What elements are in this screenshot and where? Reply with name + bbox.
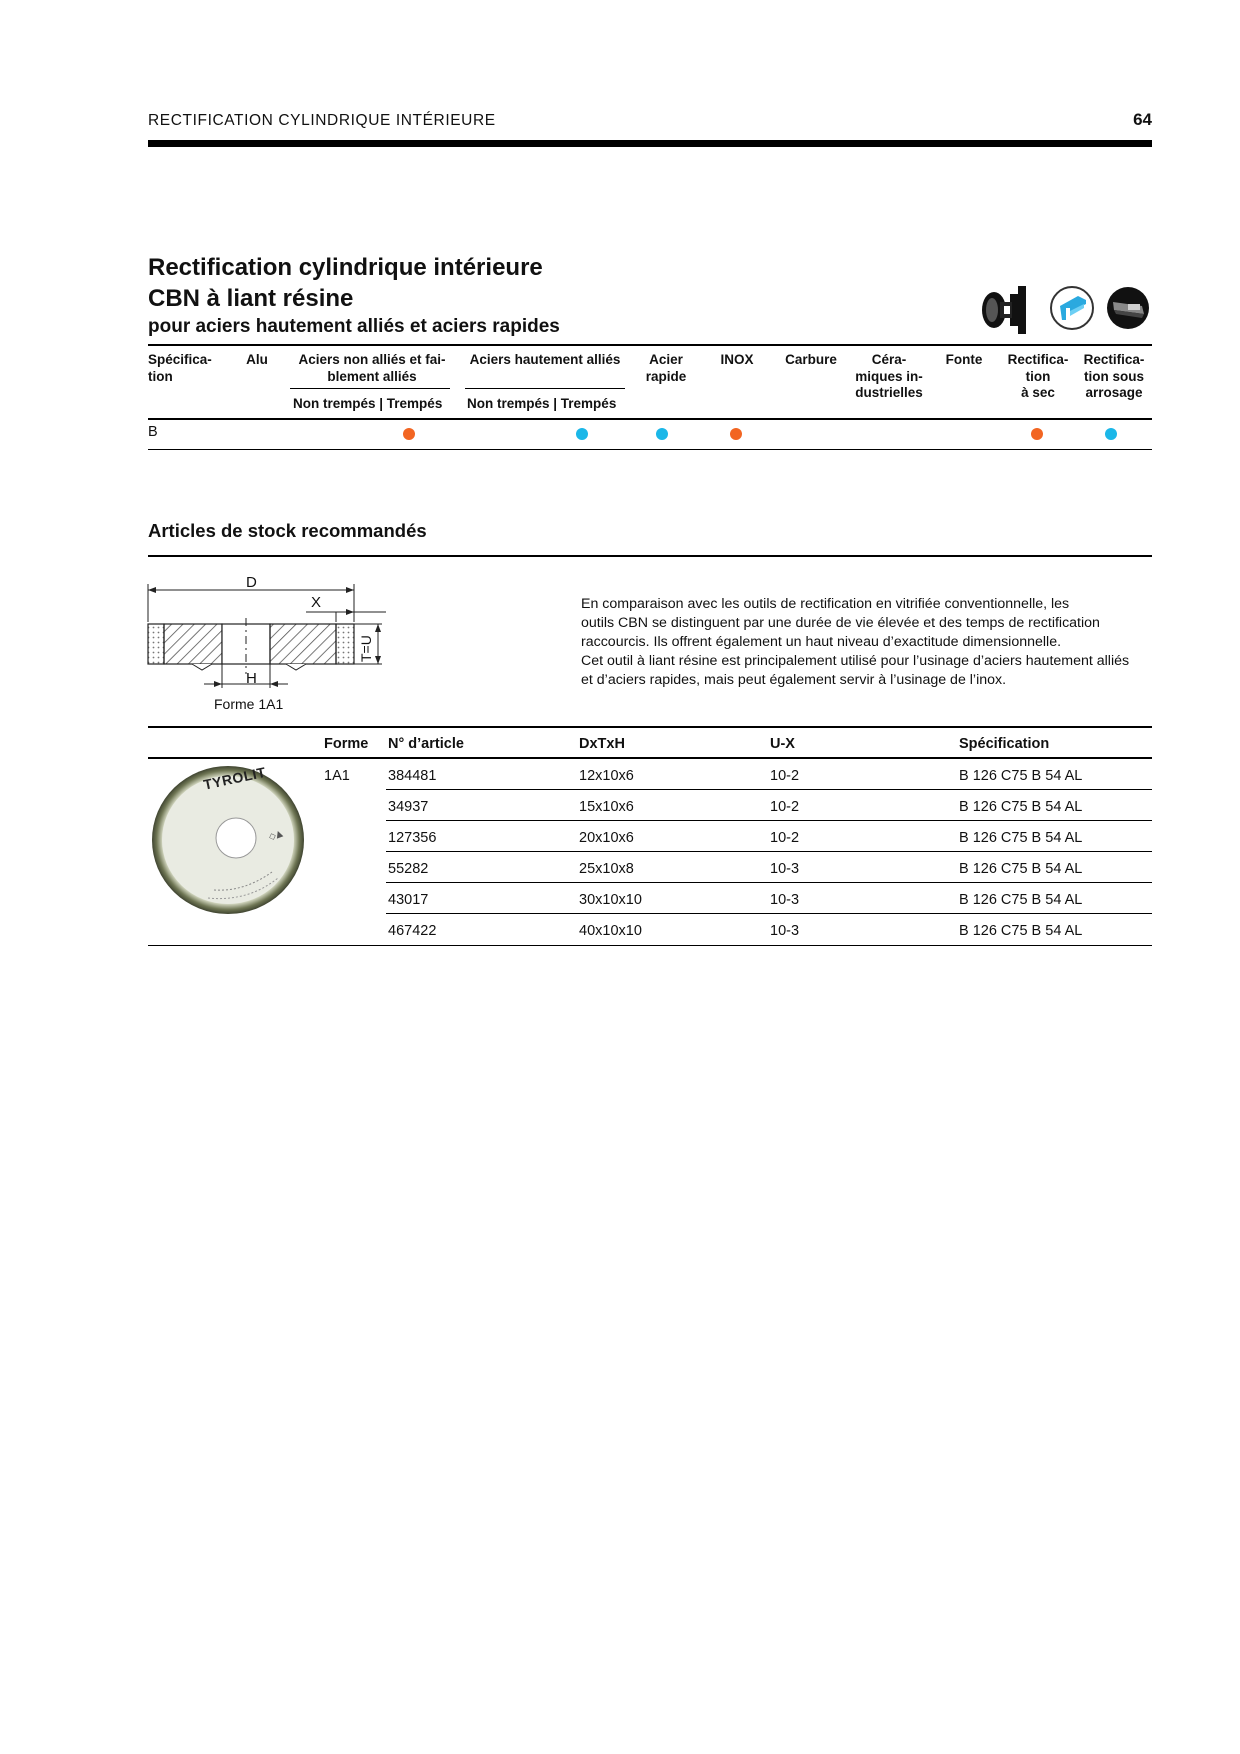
subheader-hautement-allies: Non trempés | Trempés	[467, 396, 617, 411]
dimensions: 25x10x8	[579, 861, 634, 877]
header-alu: Alu	[246, 352, 268, 367]
dimension-label-d: D	[246, 574, 257, 591]
specification: B 126 C75 B 54 AL	[959, 799, 1083, 815]
table-header-rule	[148, 757, 1152, 759]
ux: 10-2	[770, 768, 800, 784]
article-number: 384481	[388, 768, 437, 784]
article-number: 43017	[388, 892, 429, 908]
header-rectification-sous-arrosage: Rectifica- tion sous arrosage	[1083, 352, 1145, 400]
table-row-rule	[386, 882, 1152, 883]
dimension-label-tu: T=U	[358, 635, 374, 662]
table-row-rule	[386, 851, 1152, 852]
section-rule	[148, 555, 1152, 557]
dimensions: 30x10x10	[579, 892, 642, 908]
section-title-stock: Articles de stock recommandés	[148, 520, 427, 541]
materials-bottom-rule	[148, 449, 1152, 450]
specification: B 126 C75 B 54 AL	[959, 830, 1083, 846]
page-title: Rectification cylindrique intérieure	[148, 254, 543, 281]
running-title: RECTIFICATION CYLINDRIQUE INTÉRIEURE	[148, 112, 496, 129]
dot-aciers-hautement-allies-trempes	[576, 428, 588, 440]
table-row-rule	[386, 789, 1152, 790]
header-rectification-a-sec: Rectifica- tion à sec	[1007, 352, 1069, 400]
article-number: 55282	[388, 861, 429, 877]
header-ceramiques: Céra- miques in- dustrielles	[855, 352, 923, 400]
col-header-article: N° d’article	[388, 736, 464, 752]
dimension-label-x: X	[311, 594, 322, 611]
page-title-line2: CBN à liant résine	[148, 285, 354, 312]
dimensions: 20x10x6	[579, 830, 634, 846]
article-number: 34937	[388, 799, 429, 815]
dimension-label-h: H	[246, 670, 257, 687]
forme-cell: 1A1	[324, 768, 350, 784]
col-header-ux: U-X	[770, 736, 795, 752]
ux: 10-3	[770, 892, 800, 908]
dimensions: 15x10x6	[579, 799, 634, 815]
header-acier-rapide: Acier rapide	[645, 352, 687, 384]
header-fonte: Fonte	[945, 352, 983, 367]
article-number: 127356	[388, 830, 437, 846]
subheader-rule-1	[290, 388, 450, 389]
table-row-rule	[386, 913, 1152, 914]
ux: 10-2	[770, 830, 800, 846]
subheader-rule-2	[465, 388, 625, 389]
materials-header-rule	[148, 418, 1152, 420]
header-aciers-hautement-allies: Aciers hautement alliés	[469, 352, 621, 367]
specification: B 126 C75 B 54 AL	[959, 892, 1083, 908]
header-aciers-non-allies: Aciers non alliés et fai- blement alliés	[298, 352, 446, 384]
ux: 10-3	[770, 861, 800, 877]
internal-grinding-icon	[980, 284, 1024, 332]
description-line: En comparaison avec les outils de rectification en vitrifiée conventionnelle, les	[581, 596, 1070, 612]
specification: B 126 C75 B 54 AL	[959, 861, 1083, 877]
description-line: Cet outil à liant résine est principalement utilisé pour l’usinage d’aciers hautement alliés	[581, 653, 1130, 669]
header-rule	[148, 140, 1152, 147]
ux: 10-3	[770, 923, 800, 939]
header-carbure: Carbure	[785, 352, 837, 367]
col-header-dxtxh: DxTxH	[579, 736, 625, 752]
col-header-specification: Spécification	[959, 736, 1050, 752]
description-line: et d’aciers rapides, mais peut également servir à l’usinage de l’inox.	[581, 672, 1007, 688]
specification: B 126 C75 B 54 AL	[959, 768, 1083, 784]
page-subtitle: pour aciers hautement alliés et aciers rapides	[148, 316, 560, 337]
col-header-forme: Forme	[324, 736, 369, 752]
dimensions: 12x10x6	[579, 768, 634, 784]
dry-grinding-icon	[1048, 284, 1092, 332]
forme-caption: Forme 1A1	[214, 696, 284, 712]
materials-top-rule	[148, 344, 1152, 346]
header-specification: Spécifica- tion	[148, 352, 212, 384]
article-number: 467422	[388, 923, 437, 939]
specification: B 126 C75 B 54 AL	[959, 923, 1083, 939]
page-number: 64	[1133, 110, 1152, 129]
table-top-rule	[148, 726, 1152, 728]
wheel-brand-logo: TYROLIT	[202, 763, 268, 793]
dot-acier-rapide	[656, 428, 668, 440]
dot-rectification-a-sec	[1031, 428, 1043, 440]
coolant-grinding-icon	[1104, 284, 1148, 332]
header-inox: INOX	[720, 352, 754, 367]
ux: 10-2	[770, 799, 800, 815]
svg-text:◇▲: ◇▲	[267, 828, 285, 843]
dot-aciers-non-allies-trempes	[403, 428, 415, 440]
table-row-rule	[386, 820, 1152, 821]
spec-cell: B	[148, 424, 158, 440]
table-bottom-rule	[148, 945, 1152, 946]
forme-1a1-diagram	[146, 570, 396, 695]
dot-rectification-sous-arrosage	[1105, 428, 1117, 440]
description	[581, 595, 1161, 690]
description-line: raccourcis. Ils offrent également un haut niveau d’exactitude dimensionnelle.	[581, 634, 1062, 650]
description-line: outils CBN se distinguent par une durée de vie élevée et des temps de rectification	[581, 615, 1100, 631]
dot-inox	[730, 428, 742, 440]
subheader-non-allies: Non trempés | Trempés	[293, 396, 443, 411]
dimensions: 40x10x10	[579, 923, 642, 939]
